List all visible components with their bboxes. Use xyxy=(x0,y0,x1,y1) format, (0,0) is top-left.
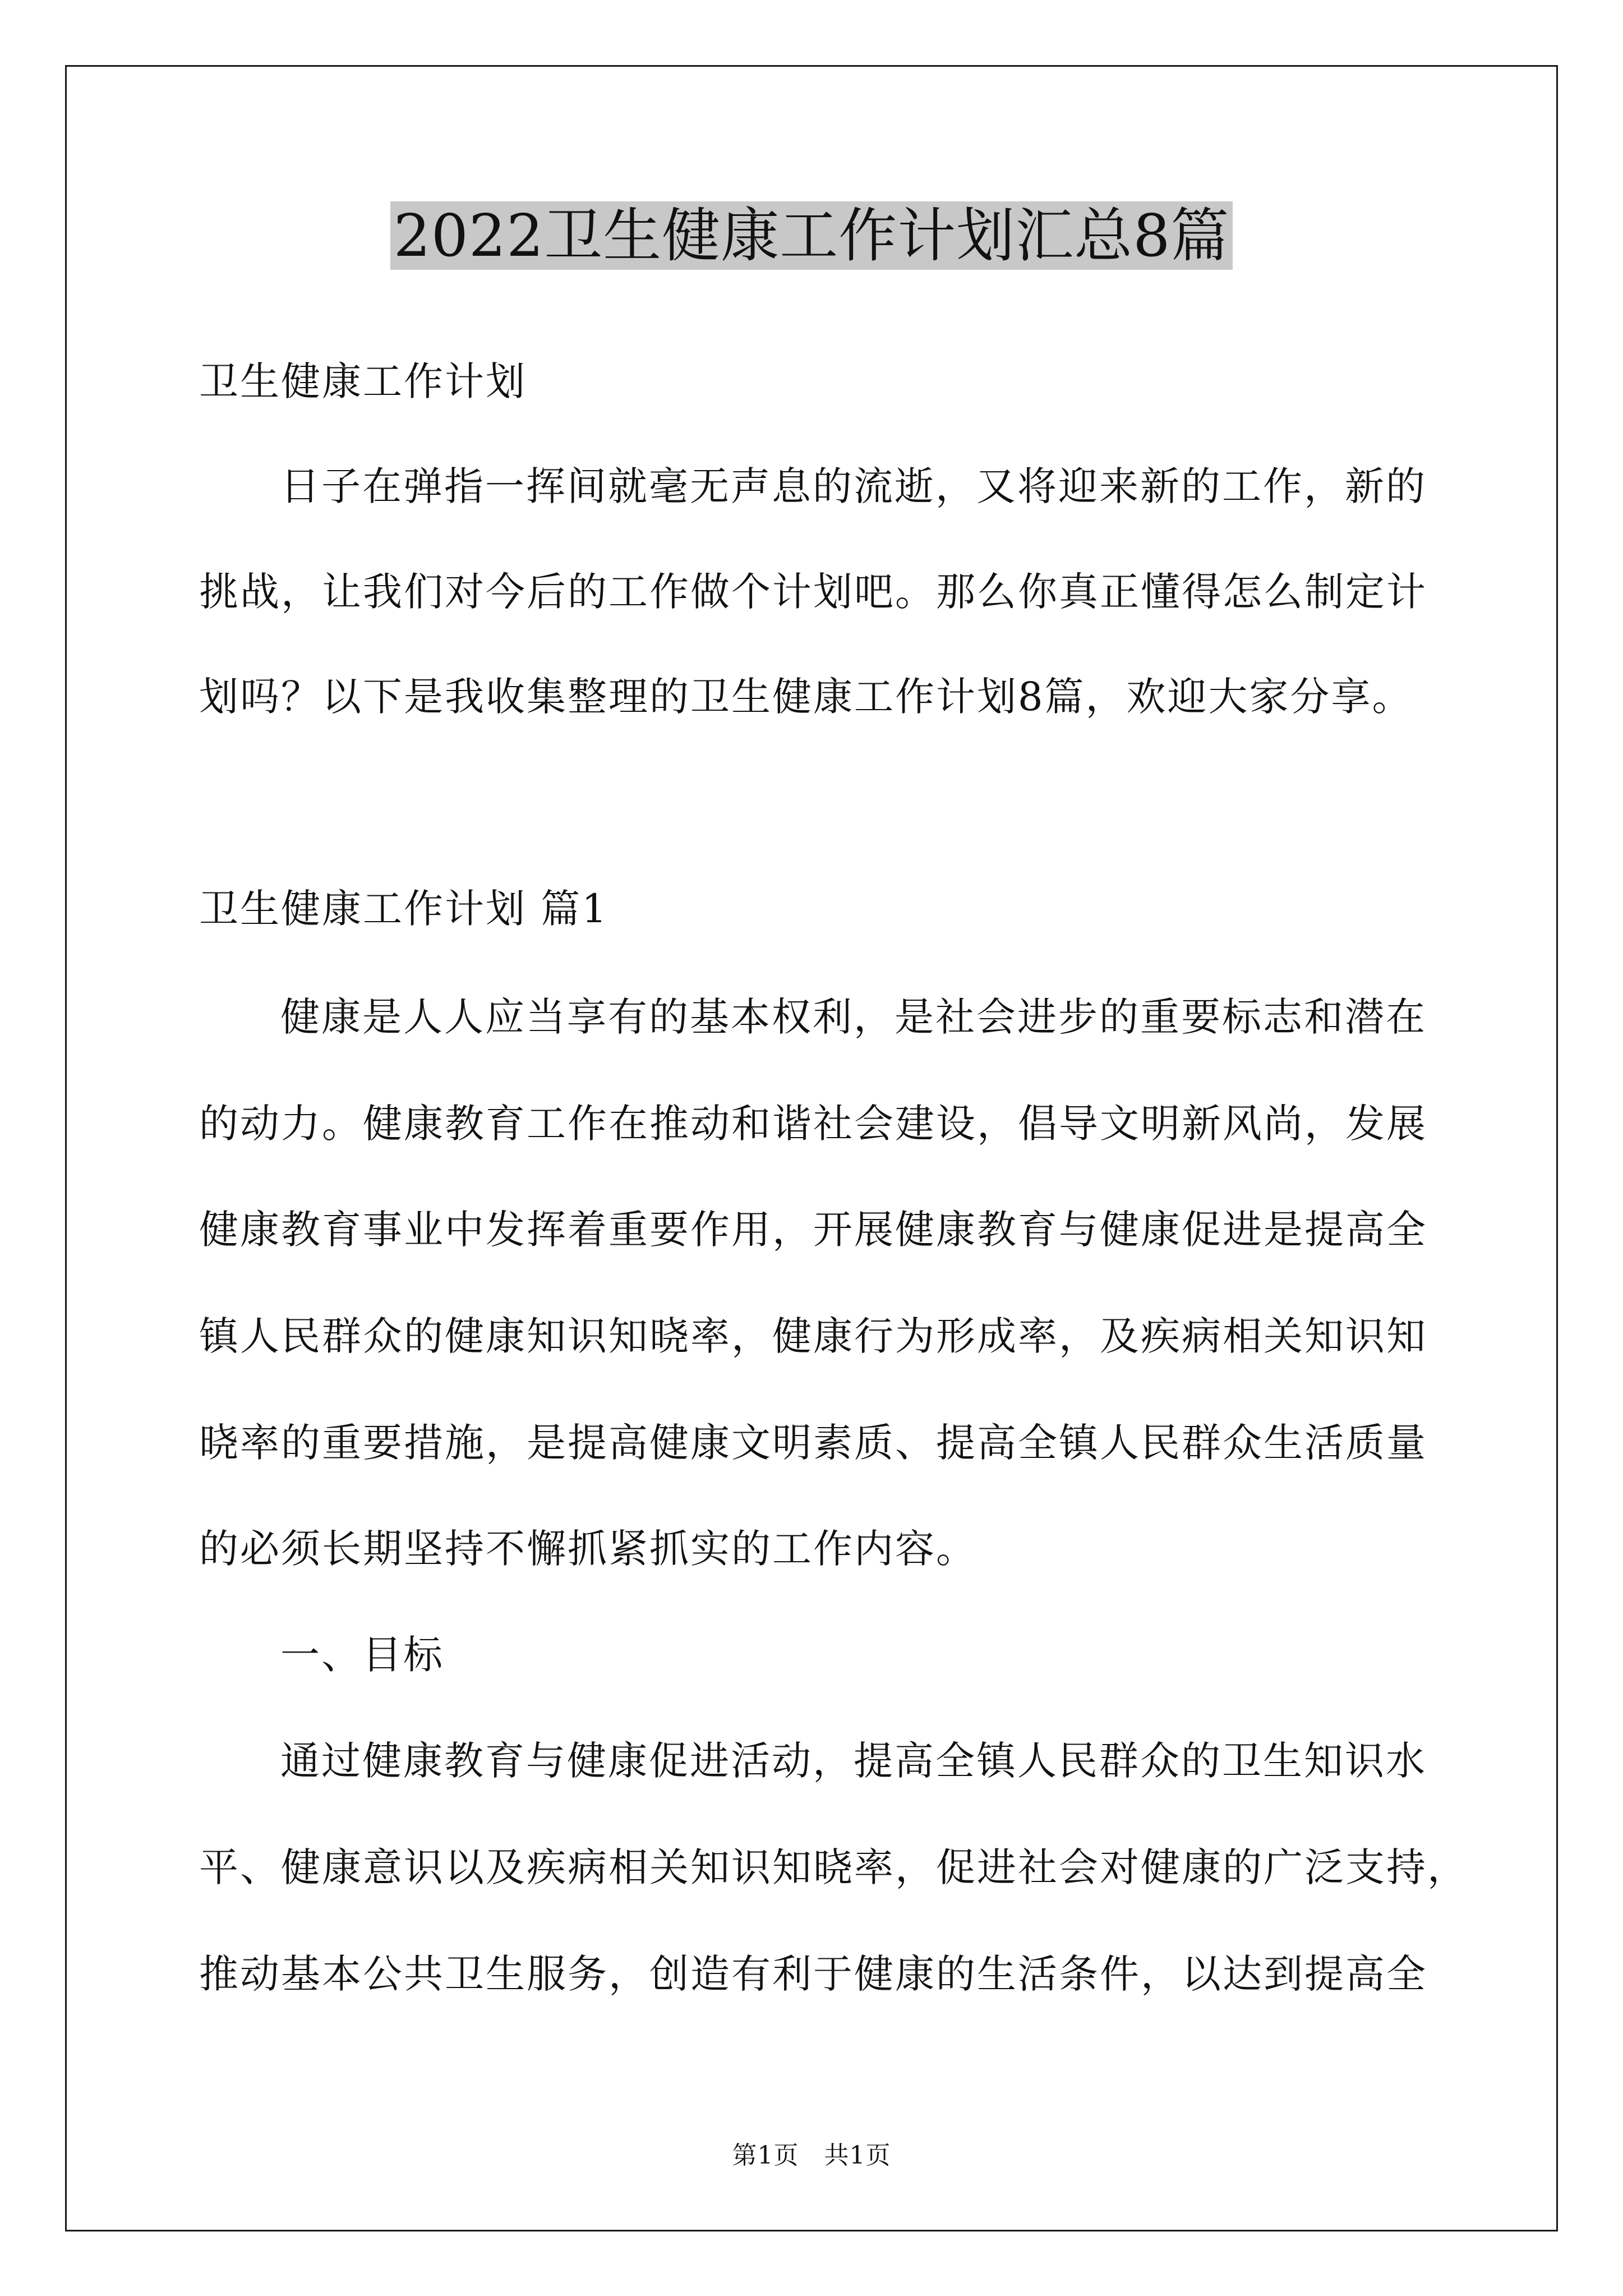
part1-line-4: 镇人民群众的健康知识知晓率，健康行为形成率，及疾病相关知识知 xyxy=(199,1313,1427,1359)
document-title-text: 2022卫生健康工作计划汇总8篇 xyxy=(390,201,1233,270)
document-title xyxy=(0,199,1623,272)
intro-line-2: 挑战，让我们对今后的工作做个计划吧。那么你真正懂得怎么制定计 xyxy=(199,569,1427,615)
page-number-footer: 第1页 共1页 xyxy=(732,2141,891,2170)
goal-line-1: 通过健康教育与健康促进活动，提高全镇人民群众的卫生知识水 xyxy=(280,1738,1427,1784)
part1-line-5: 晓率的重要措施，是提高健康文明素质、提高全镇人民群众生活质量 xyxy=(199,1420,1427,1466)
part1-line-6: 的必须长期坚持不懈抓紧抓实的工作内容。 xyxy=(199,1526,977,1572)
part1-line-3: 健康教育事业中发挥着重要作用，开展健康教育与健康促进是提高全 xyxy=(199,1207,1427,1253)
part1-heading: 卫生健康工作计划 篇1 xyxy=(199,886,608,932)
part1-line-1: 健康是人人应当享有的基本权利，是社会进步的重要标志和潜在 xyxy=(280,994,1427,1040)
intro-line-1: 日子在弹指一挥间就毫无声息的流逝，又将迎来新的工作，新的 xyxy=(280,463,1427,509)
part1-line-2: 的动力。健康教育工作在推动和谐社会建设，倡导文明新风尚，发展 xyxy=(199,1101,1427,1147)
goal-line-3: 推动基本公共卫生服务，创造有利于健康的生活条件，以达到提高全 xyxy=(199,1951,1427,1997)
goal-subheading: 一、目标 xyxy=(280,1632,444,1678)
goal-line-2: 平、健康意识以及疾病相关知识知晓率，促进社会对健康的广泛支持， xyxy=(199,1844,1468,1890)
section-heading: 卫生健康工作计划 xyxy=(199,358,527,404)
intro-line-3: 划吗？以下是我收集整理的卫生健康工作计划8篇，欢迎大家分享。 xyxy=(199,674,1413,720)
